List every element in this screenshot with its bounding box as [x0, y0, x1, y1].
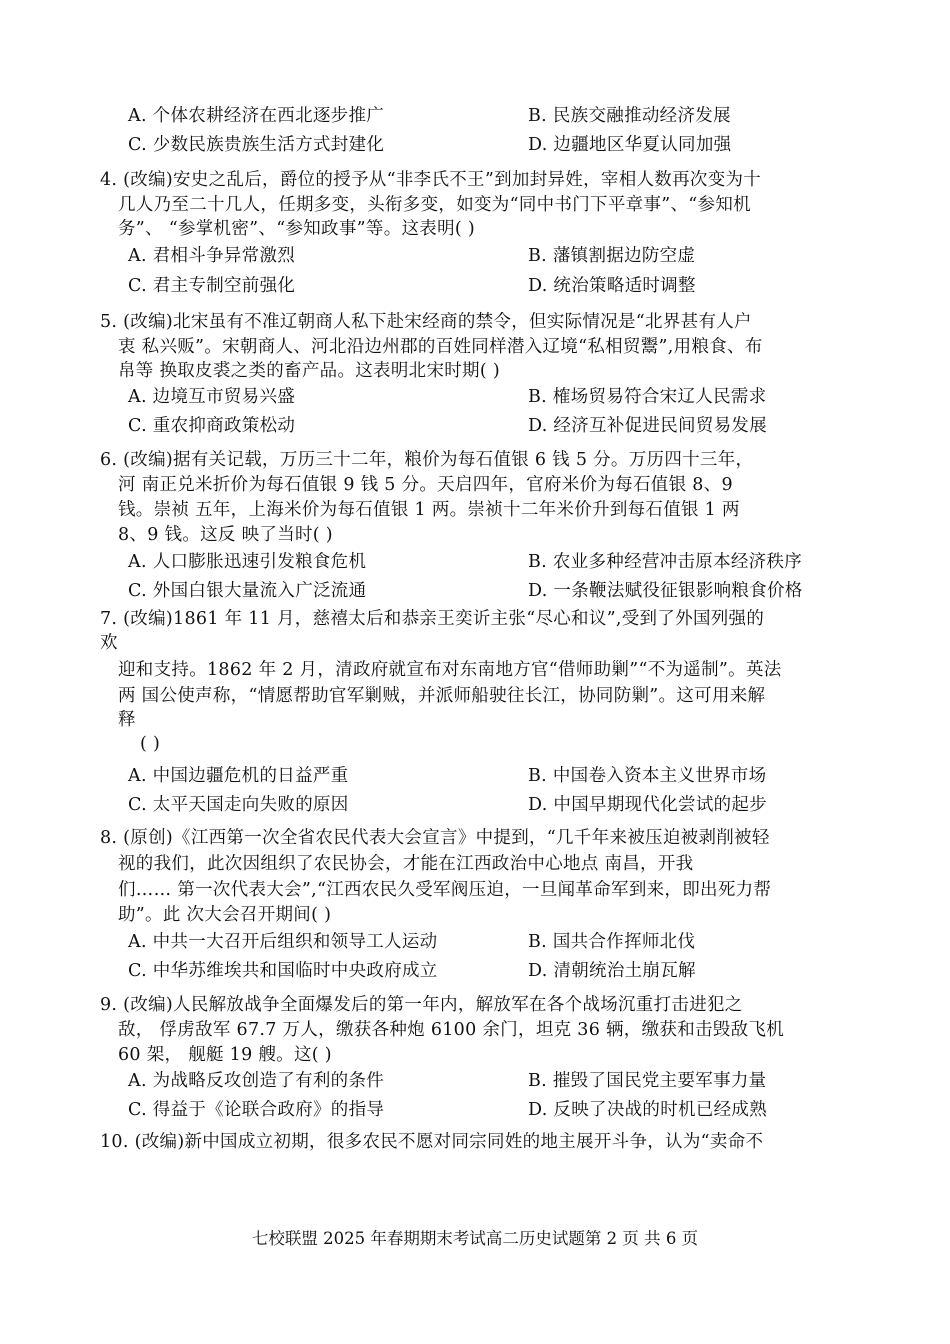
q3-option-c: C. 少数民族贵族生活方式封建化 — [128, 135, 385, 155]
q6-stem-line-3: 钱。崇祯 五年，上海米价为每石值银 1 两。崇祯十二年米价升到每石值银 1 两 — [118, 500, 740, 520]
q4-option-b: B. 藩镇割据边防空虚 — [528, 246, 696, 266]
q3-option-a: A. 个体农耕经济在西北逐步推广 — [128, 106, 385, 126]
q8-option-a: A. 中共一大召开后组织和领导工人运动 — [128, 932, 438, 952]
q7-stem-line-5: 释 — [118, 710, 136, 730]
q6-stem-line-4: 8、9 钱。这反 映了当时( ) — [118, 525, 333, 545]
q8-option-c: C. 中华苏维埃共和国临时中央政府成立 — [128, 961, 438, 981]
q5-option-d: D. 经济互补促进民间贸易发展 — [528, 416, 768, 436]
q5-option-a: A. 边境互市贸易兴盛 — [128, 387, 296, 407]
q7-option-a: A. 中国边疆危机的日益严重 — [128, 766, 349, 786]
q7-option-d: D. 中国早期现代化尝试的起步 — [528, 795, 768, 815]
q8-stem-line-3: 们…… 第一次代表大会”,“江西农民久受军阀压迫，一旦闻革命军到来，即出死力帮 — [118, 880, 772, 900]
q9-option-b: B. 摧毁了国民党主要军事力量 — [528, 1071, 767, 1091]
q8-option-b: B. 国共合作挥师北伐 — [528, 932, 696, 952]
q3-option-d: D. 边疆地区华夏认同加强 — [528, 135, 732, 155]
q6-option-b: B. 农业多种经营冲击原本经济秩序 — [528, 552, 803, 572]
q4-option-c: C. 君主专制空前强化 — [128, 276, 296, 296]
q9-option-c: C. 得益于《论联合政府》的指导 — [128, 1100, 385, 1120]
q5-stem-line-3: 帛等 换取皮裘之类的畜产品。这表明北宋时期( ) — [118, 361, 500, 381]
q3-option-b: B. 民族交融推动经济发展 — [528, 106, 731, 126]
q6-option-c: C. 外国白银大量流入广泛流通 — [128, 581, 367, 601]
q7-stem-line-3: 迎和支持。1862 年 2 月，清政府就宣布对东南地方官“借师助剿”“不为遥制”。英法 — [118, 660, 782, 680]
q7-option-c: C. 太平天国走向失败的原因 — [128, 795, 349, 815]
q8-stem-line-1: 8. (原创)《江西第一次全省农民代表大会宣言》中提到，“几千年来被压迫被剥削被轻 — [100, 828, 770, 848]
q5-option-c: C. 重农抑商政策松动 — [128, 416, 296, 436]
q8-stem-line-4: 助”。此 次大会召开期间( ) — [118, 905, 332, 925]
q9-option-d: D. 反映了决战的时机已经成熟 — [528, 1100, 768, 1120]
q4-stem-line-1: 4. (改编)安史之乱后，爵位的授予从“非李氏不王”到加封异姓，宰相人数再次变为十 — [100, 170, 762, 190]
page-footer: 七校联盟 2025 年春期期末考试高二历史试题第 2 页 共 6 页 — [251, 1229, 699, 1248]
q4-stem-line-2: 几人乃至二十几人，任期多变，头衔多变，如变为“同中书门下平章事”、“参知机 — [118, 195, 751, 215]
q7-stem-line-6: ( ) — [140, 734, 161, 754]
q9-option-a: A. 为战略反攻创造了有利的条件 — [128, 1071, 385, 1091]
q8-option-d: D. 清朝统治土崩瓦解 — [528, 961, 696, 981]
q10-stem-line-1: 10. (改编)新中国成立初期，很多农民不愿对同宗同姓的地主展开斗争，认为“卖命不 — [100, 1132, 764, 1152]
q7-stem-line-2: 欢 — [100, 633, 118, 653]
q7-option-b: B. 中国卷入资本主义世界市场 — [528, 766, 767, 786]
q5-stem-line-2: 衷 私兴贩”。宋朝商人、河北沿边州郡的百姓同样潜入辽境“私相贸鬻”,用粮食、布 — [118, 337, 763, 357]
q7-stem-line-4: 两 国公使声称，“情愿帮助官军剿贼，并派师船驶往长江，协同防剿”。这可用来解 — [118, 686, 766, 706]
q5-option-b: B. 榷场贸易符合宋辽人民需求 — [528, 387, 767, 407]
q4-option-a: A. 君相斗争异常激烈 — [128, 246, 296, 266]
q4-stem-line-3: 务”、 “参掌机密”、“参知政事”等。这表明( ) — [118, 219, 476, 239]
q7-stem-line-1: 7. (改编)1861 年 11 月，慈禧太后和恭亲王奕䜣主张“尽心和议”,受到了外国列强的 — [100, 609, 765, 629]
q6-option-d: D. 一条鞭法赋役征银影响粮食价格 — [528, 581, 803, 601]
q6-option-a: A. 人口膨胀迅速引发粮食危机 — [128, 552, 367, 572]
q6-stem-line-1: 6. (改编)据有关记载，万历三十二年，粮价为每石值银 6 钱 5 分。万历四十三年， — [100, 450, 754, 470]
q6-stem-line-2: 河 南正兑米折价为每石值银 9 钱 5 分。天启四年，官府米价为每石值银 8、9 — [118, 475, 733, 495]
q5-stem-line-1: 5. (改编)北宋虽有不准辽朝商人私下赴宋经商的禁令，但实际情况是“北界甚有人户 — [100, 312, 752, 332]
q8-stem-line-2: 视的我们，此次因组织了农民协会，才能在江西政治中心地点 南昌，开我 — [118, 854, 694, 874]
q9-stem-line-2: 敌， 俘虏敌军 67.7 万人，缴获各种炮 6100 余门，坦克 36 辆，缴获和击毁敌飞机 — [118, 1020, 785, 1040]
q4-option-d: D. 统治策略适时调整 — [528, 276, 696, 296]
q9-stem-line-3: 60 架， 舰艇 19 艘。这( ) — [118, 1045, 332, 1065]
q9-stem-line-1: 9. (改编)人民解放战争全面爆发后的第一年内，解放军在各个战场沉重打击进犯之 — [100, 995, 743, 1015]
